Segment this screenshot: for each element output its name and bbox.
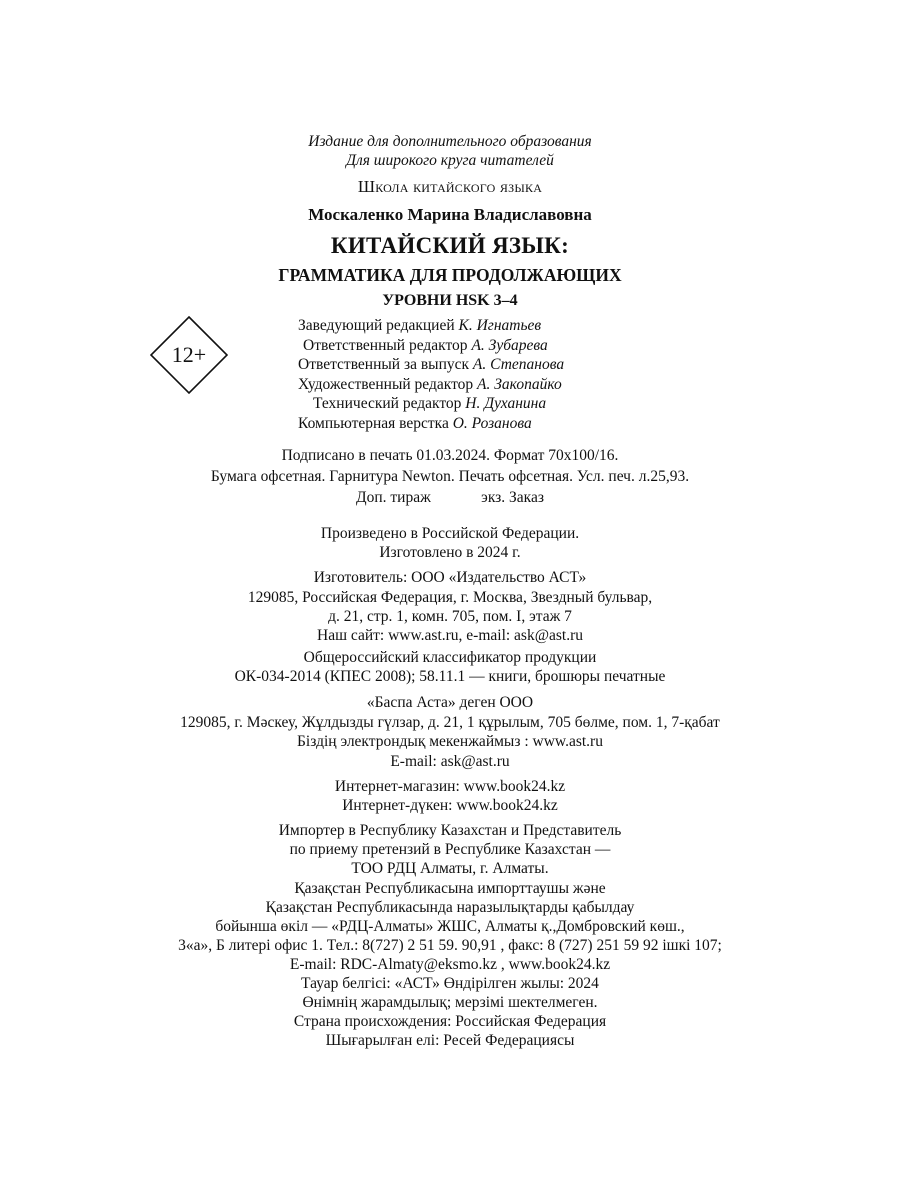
manufacturer-line: Изготовитель: ООО «Издательство АСТ» bbox=[313, 569, 587, 586]
series-name: Школа китайского языка bbox=[357, 177, 543, 196]
credit-art-editor bbox=[298, 375, 564, 395]
importer-line-9: Тауар белгісі: «АСТ» Өндірілген жылы: 2024 bbox=[301, 975, 599, 992]
credit-technical-editor bbox=[298, 394, 564, 414]
edition-type-line: Издание для дополнительного образования bbox=[308, 133, 592, 150]
print-circulation-line: Доп. тираж экз. Заказ bbox=[356, 489, 544, 506]
manufacturer-address-line-2: д. 21, стр. 1, комн. 705, пом. I, этаж 7 bbox=[328, 608, 572, 625]
credit-layout bbox=[298, 414, 564, 434]
credit-person: К. Игнатьев bbox=[458, 317, 542, 334]
credit-role: Компьютерная верстка bbox=[298, 414, 449, 432]
importer-line-8: E-mail: RDC-Almaty@eksmo.kz , www.book24.kz bbox=[289, 956, 611, 973]
credit-role: Ответственный за выпуск bbox=[298, 356, 470, 373]
kz-publisher-line: «Баспа Аста» деген ООО bbox=[366, 694, 534, 711]
importer-line-7: 3«а», Б литері офис 1. Тел.: 8(727) 2 51 59. 90,91 , факс: 8 (727) 251 59 92 ішкі 107; bbox=[178, 937, 722, 954]
credit-role: Технический редактор bbox=[313, 395, 462, 412]
kz-publisher-site-line: Біздің электрондық мекенжаймыз : www.ast.ru bbox=[297, 733, 603, 750]
online-shop-kz-line: Интернет-дүкен: www.book24.kz bbox=[342, 797, 558, 814]
credit-person: Н. Духанина bbox=[465, 395, 547, 412]
credit-person: О. Розанова bbox=[452, 414, 532, 432]
credit-head-of-editorial bbox=[298, 316, 564, 336]
kz-publisher-email-line: E-mail: ask@ast.ru bbox=[390, 753, 510, 770]
credit-release-manager bbox=[298, 355, 564, 375]
credit-person: А. Степанова bbox=[472, 356, 565, 373]
print-signed-line: Подписано в печать 01.03.2024. Формат 70x100/16. bbox=[281, 447, 619, 464]
credit-person: А. Зубарева bbox=[471, 336, 548, 354]
editorial-credits bbox=[298, 316, 564, 433]
importer-line-6: бойынша өкіл — «РДЦ-Алматы» ЖШС, Алматы қ.,Домбровский көш., bbox=[215, 918, 685, 935]
age-rating-badge bbox=[150, 316, 228, 394]
classifier-code-line: ОК-034-2014 (КПЕС 2008); 58.11.1 — книги, брошюры печатные bbox=[234, 668, 666, 685]
importer-line-3: ТОО РДЦ Алматы, г. Алматы. bbox=[351, 860, 549, 877]
manufacturer-contacts-line: Наш сайт: www.ast.ru, e-mail: ask@ast.ru bbox=[317, 627, 583, 644]
importer-line-1: Импортер в Республику Казахстан и Представитель bbox=[278, 822, 622, 839]
book-level: УРОВНИ HSK 3–4 bbox=[382, 292, 518, 309]
classifier-line: Общероссийский классификатор продукции bbox=[303, 649, 597, 666]
book-subtitle: ГРАММАТИКА ДЛЯ ПРОДОЛЖАЮЩИХ bbox=[278, 265, 622, 285]
credit-role: Ответственный редактор bbox=[303, 336, 468, 354]
online-shop-line: Интернет-магазин: www.book24.kz bbox=[334, 778, 566, 795]
importer-line-12: Шығарылған елі: Ресей Федерациясы bbox=[325, 1032, 575, 1049]
age-rating-label: 12+ bbox=[171, 342, 207, 367]
importer-line-10: Өнімнің жарамдылық; мерзімі шектелмеген. bbox=[302, 994, 598, 1011]
print-paper-line: Бумага офсетная. Гарнитура Newton. Печать офсетная. Усл. печ. л.25,93. bbox=[210, 468, 690, 485]
credit-role: Художественный редактор bbox=[298, 375, 474, 393]
importer-line-11: Страна происхождения: Российская Федерация bbox=[293, 1013, 607, 1030]
audience-line: Для широкого круга читателей bbox=[346, 152, 554, 169]
book-title: КИТАЙСКИЙ ЯЗЫК: bbox=[330, 233, 570, 258]
author-name: Москаленко Марина Владиславовна bbox=[308, 205, 592, 224]
manufacturer-address-line: 129085, Российская Федерация, г. Москва, Звездный бульвар, bbox=[247, 589, 653, 606]
importer-line-4: Қазақстан Республикасына импорттаушы және bbox=[294, 880, 606, 897]
credit-person: А. Закопайко bbox=[477, 375, 562, 393]
kz-publisher-address-line: 129085, г. Мәскеу, Жұлдызды гүлзар, д. 21, 1 құрылым, 705 бөлме, пом. 1, 7-қабат bbox=[180, 714, 720, 731]
importer-line-5: Қазақстан Республикасында наразылықтарды қабылдау bbox=[265, 899, 635, 916]
year-line: Изготовлено в 2024 г. bbox=[379, 544, 521, 561]
importer-line-2: по приему претензий в Республике Казахстан — bbox=[289, 841, 611, 858]
made-in-line: Произведено в Российской Федерации. bbox=[320, 525, 580, 542]
credit-role: Заведующий редакцией bbox=[298, 317, 455, 334]
credit-executive-editor bbox=[298, 336, 564, 356]
